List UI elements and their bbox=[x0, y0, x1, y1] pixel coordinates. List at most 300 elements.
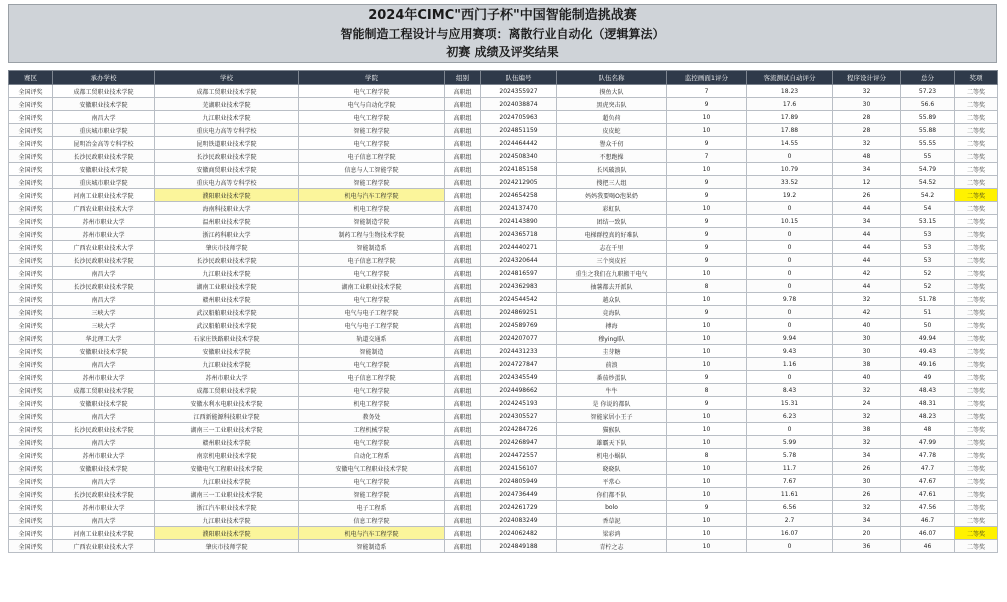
table-cell: 全国评奖 bbox=[9, 306, 53, 319]
table-cell: 苏州市职业大学 bbox=[53, 501, 155, 514]
table-cell: 二等奖 bbox=[955, 527, 998, 540]
table-cell: 赣州职业技术学院 bbox=[155, 436, 299, 449]
table-cell: 二等奖 bbox=[955, 488, 998, 501]
table-cell: 46 bbox=[901, 540, 955, 553]
table-cell: 10 bbox=[667, 423, 747, 436]
table-cell: 高职组 bbox=[445, 254, 481, 267]
table-cell: 南昌大学 bbox=[53, 436, 155, 449]
table-cell: 长沙民政职业技术学院 bbox=[53, 423, 155, 436]
table-cell: 二等奖 bbox=[955, 514, 998, 527]
table-cell: 电气工程学院 bbox=[299, 384, 445, 397]
table-cell: 湖南三一工业职业技术学院 bbox=[155, 423, 299, 436]
table-cell: 49.43 bbox=[901, 345, 955, 358]
table-cell: 2024268947 bbox=[481, 436, 557, 449]
table-cell: 电气工程学院 bbox=[299, 85, 445, 98]
table-cell: 0 bbox=[747, 319, 833, 332]
table-cell: 圭芽糖 bbox=[557, 345, 667, 358]
table-cell: 34 bbox=[833, 514, 901, 527]
table-cell: 二等奖 bbox=[955, 176, 998, 189]
table-cell: 武汉船舶职业技术学院 bbox=[155, 306, 299, 319]
table-cell: 2024851159 bbox=[481, 124, 557, 137]
table-cell: 17.88 bbox=[747, 124, 833, 137]
table-cell: 高职组 bbox=[445, 410, 481, 423]
table-row bbox=[9, 176, 998, 189]
table-cell: 2024320644 bbox=[481, 254, 557, 267]
table-cell: 全国评奖 bbox=[9, 137, 53, 150]
table-row bbox=[9, 462, 998, 475]
table-cell: 牛牛 bbox=[557, 384, 667, 397]
table-cell: 9 bbox=[667, 228, 747, 241]
table-cell: 高职组 bbox=[445, 306, 481, 319]
table-cell: 全国评奖 bbox=[9, 410, 53, 423]
table-row bbox=[9, 202, 998, 215]
table-cell: 温州职业技术学院 bbox=[155, 215, 299, 228]
table-cell: 44 bbox=[833, 228, 901, 241]
table-cell: 全国评奖 bbox=[9, 462, 53, 475]
table-cell: 55.89 bbox=[901, 111, 955, 124]
column-header: 队伍编号 bbox=[481, 71, 557, 85]
table-cell: 越众队 bbox=[557, 293, 667, 306]
table-cell: 2024508340 bbox=[481, 150, 557, 163]
table-cell: 46.07 bbox=[901, 527, 955, 540]
table-cell: 2024431233 bbox=[481, 345, 557, 358]
table-cell: 二等奖 bbox=[955, 241, 998, 254]
table-cell: 高职组 bbox=[445, 202, 481, 215]
table-cell: 全国评奖 bbox=[9, 514, 53, 527]
table-cell: 重庆电力高等专科学校 bbox=[155, 124, 299, 137]
table-cell: 55.55 bbox=[901, 137, 955, 150]
table-cell: 二等奖 bbox=[955, 137, 998, 150]
table-cell: 44 bbox=[833, 280, 901, 293]
table-cell: 2024156107 bbox=[481, 462, 557, 475]
table-cell: 40 bbox=[833, 319, 901, 332]
table-cell: 智能家居小王子 bbox=[557, 410, 667, 423]
table-cell: 54.79 bbox=[901, 163, 955, 176]
table-cell: 机电与汽车工程学院 bbox=[299, 189, 445, 202]
table-cell: 2024849188 bbox=[481, 540, 557, 553]
table-cell: 2024212905 bbox=[481, 176, 557, 189]
table-cell: 成都工贸职业技术学院 bbox=[155, 85, 299, 98]
table-cell: 30 bbox=[833, 98, 901, 111]
table-cell: 10 bbox=[667, 514, 747, 527]
table-cell: 53.15 bbox=[901, 215, 955, 228]
table-cell: 30 bbox=[833, 332, 901, 345]
table-cell: 二等奖 bbox=[955, 332, 998, 345]
competition-title: 2024年CIMC"西门子杯"中国智能制造挑战赛 bbox=[368, 8, 637, 23]
table-cell: 智能制造学院 bbox=[299, 215, 445, 228]
table-cell: 苏州市职业大学 bbox=[155, 371, 299, 384]
table-cell: 全国评奖 bbox=[9, 189, 53, 202]
table-cell: 高职组 bbox=[445, 98, 481, 111]
table-cell: 高职组 bbox=[445, 150, 481, 163]
table-cell: 譽众千仞 bbox=[557, 137, 667, 150]
table-cell: 九江职业技术学院 bbox=[155, 358, 299, 371]
table-cell: 高职组 bbox=[445, 475, 481, 488]
table-cell: 武汉船舶职业技术学院 bbox=[155, 319, 299, 332]
table-cell: 重庆城市职业学院 bbox=[53, 124, 155, 137]
table-cell: 57.23 bbox=[901, 85, 955, 98]
table-cell: 赣州职业技术学院 bbox=[155, 293, 299, 306]
table-row bbox=[9, 501, 998, 514]
table-cell: 32 bbox=[833, 436, 901, 449]
table-cell: 电子信息工程学院 bbox=[299, 150, 445, 163]
column-header: 监控画面1评分 bbox=[667, 71, 747, 85]
table-cell: 54.52 bbox=[901, 176, 955, 189]
table-cell: bolo bbox=[557, 501, 667, 514]
table-cell: 高职组 bbox=[445, 332, 481, 345]
table-cell: 5.99 bbox=[747, 436, 833, 449]
column-header: 队伍名称 bbox=[557, 71, 667, 85]
table-cell: 10 bbox=[667, 488, 747, 501]
table-cell: 7 bbox=[667, 85, 747, 98]
table-cell: 2024440271 bbox=[481, 241, 557, 254]
table-cell: 高职组 bbox=[445, 527, 481, 540]
table-cell: 高职组 bbox=[445, 436, 481, 449]
table-cell: 8.43 bbox=[747, 384, 833, 397]
table-cell: 苏州市职业大学 bbox=[53, 449, 155, 462]
table-cell: 2024362983 bbox=[481, 280, 557, 293]
table-row bbox=[9, 137, 998, 150]
header-row bbox=[9, 71, 998, 85]
table-cell: 电子工程系 bbox=[299, 501, 445, 514]
table-cell: 2024498662 bbox=[481, 384, 557, 397]
table-cell: 47.78 bbox=[901, 449, 955, 462]
track-title: 智能制造工程设计与应用赛项：离散行业自动化（逻辑算法） bbox=[340, 27, 665, 41]
table-cell: 30 bbox=[833, 345, 901, 358]
table-cell: 二等奖 bbox=[955, 215, 998, 228]
table-cell: 自动化工程系 bbox=[299, 449, 445, 462]
table-cell: 二等奖 bbox=[955, 254, 998, 267]
table-cell: 全国评奖 bbox=[9, 501, 53, 514]
table-cell: 全国评奖 bbox=[9, 397, 53, 410]
table-cell: 10 bbox=[667, 124, 747, 137]
table-cell: 安徽职业技术学院 bbox=[53, 98, 155, 111]
table-cell: 高职组 bbox=[445, 319, 481, 332]
table-cell: 机电工程学院 bbox=[299, 202, 445, 215]
table-cell: 电子信息工程学院 bbox=[299, 254, 445, 267]
table-cell: 全国评奖 bbox=[9, 150, 53, 163]
table-cell: 0 bbox=[747, 423, 833, 436]
table-cell: 2024464442 bbox=[481, 137, 557, 150]
table-cell: 2024365718 bbox=[481, 228, 557, 241]
table-cell: 9 bbox=[667, 176, 747, 189]
table-cell: 安徽职业技术学院 bbox=[53, 345, 155, 358]
table-cell: 全国评奖 bbox=[9, 111, 53, 124]
table-cell: 高职组 bbox=[445, 540, 481, 553]
table-cell: 二等奖 bbox=[955, 189, 998, 202]
table-cell: 全国评奖 bbox=[9, 527, 53, 540]
table-cell: 2024345549 bbox=[481, 371, 557, 384]
table-cell: 0 bbox=[747, 228, 833, 241]
table-cell: 32 bbox=[833, 85, 901, 98]
table-cell: 全国评奖 bbox=[9, 267, 53, 280]
table-cell: 26 bbox=[833, 488, 901, 501]
column-header: 程序设计评分 bbox=[833, 71, 901, 85]
table-cell: 2024736449 bbox=[481, 488, 557, 501]
column-header: 奖项 bbox=[955, 71, 998, 85]
table-cell: 10 bbox=[667, 462, 747, 475]
table-cell: 高职组 bbox=[445, 163, 481, 176]
table-cell: 全国评奖 bbox=[9, 358, 53, 371]
table-row bbox=[9, 254, 998, 267]
table-cell: 猫猴队 bbox=[557, 423, 667, 436]
table-cell: 9.43 bbox=[747, 345, 833, 358]
table-row bbox=[9, 527, 998, 540]
table-cell: 南昌大学 bbox=[53, 358, 155, 371]
table-cell: 濮阳职业技术学院 bbox=[155, 527, 299, 540]
table-cell: 46.7 bbox=[901, 514, 955, 527]
table-cell: 广西农业职业技术大学 bbox=[53, 241, 155, 254]
table-row bbox=[9, 189, 998, 202]
table-cell: 高职组 bbox=[445, 85, 481, 98]
table-cell: 团结一致队 bbox=[557, 215, 667, 228]
table-cell: 11.7 bbox=[747, 462, 833, 475]
table-row bbox=[9, 358, 998, 371]
table-cell: 高职组 bbox=[445, 488, 481, 501]
table-cell: 11.61 bbox=[747, 488, 833, 501]
table-cell: 10 bbox=[667, 111, 747, 124]
table-cell: 长沙民政职业技术学院 bbox=[53, 254, 155, 267]
table-cell: 南昌大学 bbox=[53, 475, 155, 488]
table-cell: 长沙民政职业技术学院 bbox=[53, 150, 155, 163]
table-cell: 42 bbox=[833, 306, 901, 319]
table-cell: 9.78 bbox=[747, 293, 833, 306]
table-cell: 二等奖 bbox=[955, 306, 998, 319]
table-cell: 高职组 bbox=[445, 280, 481, 293]
table-cell: 0 bbox=[747, 267, 833, 280]
table-cell: 48.43 bbox=[901, 384, 955, 397]
table-cell: 二等奖 bbox=[955, 449, 998, 462]
table-row bbox=[9, 98, 998, 111]
table-cell: 10 bbox=[667, 527, 747, 540]
table-cell: 48.23 bbox=[901, 410, 955, 423]
table-cell: 是 你说的都队 bbox=[557, 397, 667, 410]
table-row bbox=[9, 436, 998, 449]
table-cell: 全国评奖 bbox=[9, 215, 53, 228]
table-cell: 32 bbox=[833, 293, 901, 306]
table-cell: 高职组 bbox=[445, 215, 481, 228]
table-row bbox=[9, 215, 998, 228]
table-cell: 2024544542 bbox=[481, 293, 557, 306]
table-cell: 8 bbox=[667, 384, 747, 397]
table-row bbox=[9, 449, 998, 462]
table-cell: 南京机电职业技术学院 bbox=[155, 449, 299, 462]
table-cell: 全国评奖 bbox=[9, 423, 53, 436]
table-cell: 海南科技职业大学 bbox=[155, 202, 299, 215]
table-cell: 搜把三人组 bbox=[557, 176, 667, 189]
column-header: 总分 bbox=[901, 71, 955, 85]
table-cell: 9 bbox=[667, 254, 747, 267]
table-cell: 17.89 bbox=[747, 111, 833, 124]
table-cell: 二等奖 bbox=[955, 410, 998, 423]
results-table bbox=[8, 70, 998, 553]
table-cell: 安徽职业技术学院 bbox=[53, 163, 155, 176]
table-cell: 电气工程学院 bbox=[299, 137, 445, 150]
table-cell: 九江职业技术学院 bbox=[155, 514, 299, 527]
table-cell: 二等奖 bbox=[955, 163, 998, 176]
table-cell: 二等奖 bbox=[955, 345, 998, 358]
table-cell: 抽薯都去开派队 bbox=[557, 280, 667, 293]
table-cell: 电气与电子工程学院 bbox=[299, 306, 445, 319]
table-cell: 河南工业职业技术学院 bbox=[53, 189, 155, 202]
table-cell: 2024062482 bbox=[481, 527, 557, 540]
table-cell: 不想跑操 bbox=[557, 150, 667, 163]
table-cell: 2024355927 bbox=[481, 85, 557, 98]
table-cell: 电气工程学院 bbox=[299, 475, 445, 488]
table-cell: 重生之我们在九职搬干电气 bbox=[557, 267, 667, 280]
table-cell: 二等奖 bbox=[955, 293, 998, 306]
column-header: 客流测试自动评分 bbox=[747, 71, 833, 85]
table-row bbox=[9, 306, 998, 319]
table-cell: 二等奖 bbox=[955, 98, 998, 111]
table-cell: 高职组 bbox=[445, 293, 481, 306]
table-row bbox=[9, 85, 998, 98]
table-cell: 长沙民政职业技术学院 bbox=[53, 488, 155, 501]
table-cell: 重庆电力高等专科学校 bbox=[155, 176, 299, 189]
table-row bbox=[9, 163, 998, 176]
table-cell: 49 bbox=[901, 371, 955, 384]
table-cell: 6.56 bbox=[747, 501, 833, 514]
table-cell: 高职组 bbox=[445, 241, 481, 254]
table-cell: 0 bbox=[747, 280, 833, 293]
table-cell: 长沙民政职业技术学院 bbox=[155, 254, 299, 267]
table-cell: 2024654258 bbox=[481, 189, 557, 202]
table-cell: 7 bbox=[667, 150, 747, 163]
table-cell: 53 bbox=[901, 228, 955, 241]
table-cell: 九江职业技术学院 bbox=[155, 267, 299, 280]
title-banner bbox=[8, 4, 997, 63]
table-cell: 10.79 bbox=[747, 163, 833, 176]
table-cell: 安徽电气工程职业技术学院 bbox=[299, 462, 445, 475]
table-cell: 妈妈我要喝O泡果奶 bbox=[557, 189, 667, 202]
column-header: 学院 bbox=[299, 71, 445, 85]
table-cell: 全国评奖 bbox=[9, 332, 53, 345]
table-cell: 47.67 bbox=[901, 475, 955, 488]
table-row bbox=[9, 397, 998, 410]
table-cell: 智能工程学院 bbox=[299, 488, 445, 501]
table-cell: 0 bbox=[747, 150, 833, 163]
table-cell: 48 bbox=[833, 150, 901, 163]
table-cell: 南昌大学 bbox=[53, 111, 155, 124]
table-cell: 10 bbox=[667, 332, 747, 345]
table-cell: 你们都不队 bbox=[557, 488, 667, 501]
table-cell: 成都工贸职业技术学院 bbox=[155, 384, 299, 397]
table-cell: 南昌大学 bbox=[53, 267, 155, 280]
table-cell: 全国评奖 bbox=[9, 384, 53, 397]
table-cell: 安徽职业技术学院 bbox=[155, 345, 299, 358]
table-cell: 浙江汽车职业技术学院 bbox=[155, 501, 299, 514]
table-cell: 搏海 bbox=[557, 319, 667, 332]
table-cell: 二等奖 bbox=[955, 202, 998, 215]
table-cell: 彩虹队 bbox=[557, 202, 667, 215]
table-cell: 1.16 bbox=[747, 358, 833, 371]
table-cell: 前浪 bbox=[557, 358, 667, 371]
table-cell: 二等奖 bbox=[955, 397, 998, 410]
table-cell: 9 bbox=[667, 189, 747, 202]
table-cell: 智能制造系 bbox=[299, 540, 445, 553]
table-cell: 智能制造 bbox=[299, 345, 445, 358]
table-cell: 24 bbox=[833, 397, 901, 410]
table-cell: 2024305527 bbox=[481, 410, 557, 423]
table-cell: 二等奖 bbox=[955, 540, 998, 553]
table-cell: 0 bbox=[747, 254, 833, 267]
table-row bbox=[9, 319, 998, 332]
table-row bbox=[9, 488, 998, 501]
table-cell: 2.7 bbox=[747, 514, 833, 527]
table-cell: 38 bbox=[833, 423, 901, 436]
table-cell: 昆明冶金高等专科学校 bbox=[53, 137, 155, 150]
table-cell: 8 bbox=[667, 449, 747, 462]
table-cell: 44 bbox=[833, 241, 901, 254]
table-cell: 10 bbox=[667, 202, 747, 215]
table-cell: 10 bbox=[667, 475, 747, 488]
table-cell: 9 bbox=[667, 501, 747, 514]
table-cell: 志在千里 bbox=[557, 241, 667, 254]
table-cell: 高职组 bbox=[445, 176, 481, 189]
table-cell: 平常心 bbox=[557, 475, 667, 488]
table-cell: 2024284726 bbox=[481, 423, 557, 436]
table-cell: 2024727847 bbox=[481, 358, 557, 371]
table-cell: 2024137470 bbox=[481, 202, 557, 215]
table-cell: 高职组 bbox=[445, 137, 481, 150]
table-cell: 河南工业职业技术学院 bbox=[53, 527, 155, 540]
table-cell: 49.94 bbox=[901, 332, 955, 345]
table-cell: 安徽水利水电职业技术学院 bbox=[155, 397, 299, 410]
table-cell: 香草泥 bbox=[557, 514, 667, 527]
table-cell: 全国评奖 bbox=[9, 254, 53, 267]
table-cell: 0 bbox=[747, 241, 833, 254]
table-cell: 10 bbox=[667, 436, 747, 449]
table-cell: 浙江药科职业大学 bbox=[155, 228, 299, 241]
table-cell: 安徽商贸职业技术学院 bbox=[155, 163, 299, 176]
table-row bbox=[9, 267, 998, 280]
table-cell: 9 bbox=[667, 98, 747, 111]
table-cell: 2024472557 bbox=[481, 449, 557, 462]
table-cell: 华北理工大学 bbox=[53, 332, 155, 345]
table-cell: 2024185158 bbox=[481, 163, 557, 176]
table-cell: 48.31 bbox=[901, 397, 955, 410]
table-cell: 全国评奖 bbox=[9, 449, 53, 462]
table-cell: 高职组 bbox=[445, 228, 481, 241]
table-row bbox=[9, 423, 998, 436]
table-cell: 安徽职业技术学院 bbox=[53, 462, 155, 475]
table-cell: 53 bbox=[901, 254, 955, 267]
table-cell: 信息与人工智能学院 bbox=[299, 163, 445, 176]
table-cell: 二等奖 bbox=[955, 436, 998, 449]
table-cell: 全国评奖 bbox=[9, 280, 53, 293]
table-cell: 九江职业技术学院 bbox=[155, 111, 299, 124]
table-row bbox=[9, 384, 998, 397]
table-row bbox=[9, 111, 998, 124]
table-row bbox=[9, 241, 998, 254]
table-cell: 2024816597 bbox=[481, 267, 557, 280]
table-cell: 9 bbox=[667, 371, 747, 384]
table-cell: 全国评奖 bbox=[9, 124, 53, 137]
table-cell: 全国评奖 bbox=[9, 293, 53, 306]
table-cell: 苏州市职业大学 bbox=[53, 215, 155, 228]
table-cell: 高职组 bbox=[445, 462, 481, 475]
table-cell: 10.15 bbox=[747, 215, 833, 228]
table-cell: 三个臭皮匠 bbox=[557, 254, 667, 267]
table-cell: 南昌大学 bbox=[53, 410, 155, 423]
table-cell: 黑虎突击队 bbox=[557, 98, 667, 111]
table-cell: 梁彩鸿 bbox=[557, 527, 667, 540]
table-cell: 55 bbox=[901, 150, 955, 163]
table-cell: 16.07 bbox=[747, 527, 833, 540]
table-cell: 皮皮蛇 bbox=[557, 124, 667, 137]
table-row bbox=[9, 332, 998, 345]
table-cell: 二等奖 bbox=[955, 267, 998, 280]
